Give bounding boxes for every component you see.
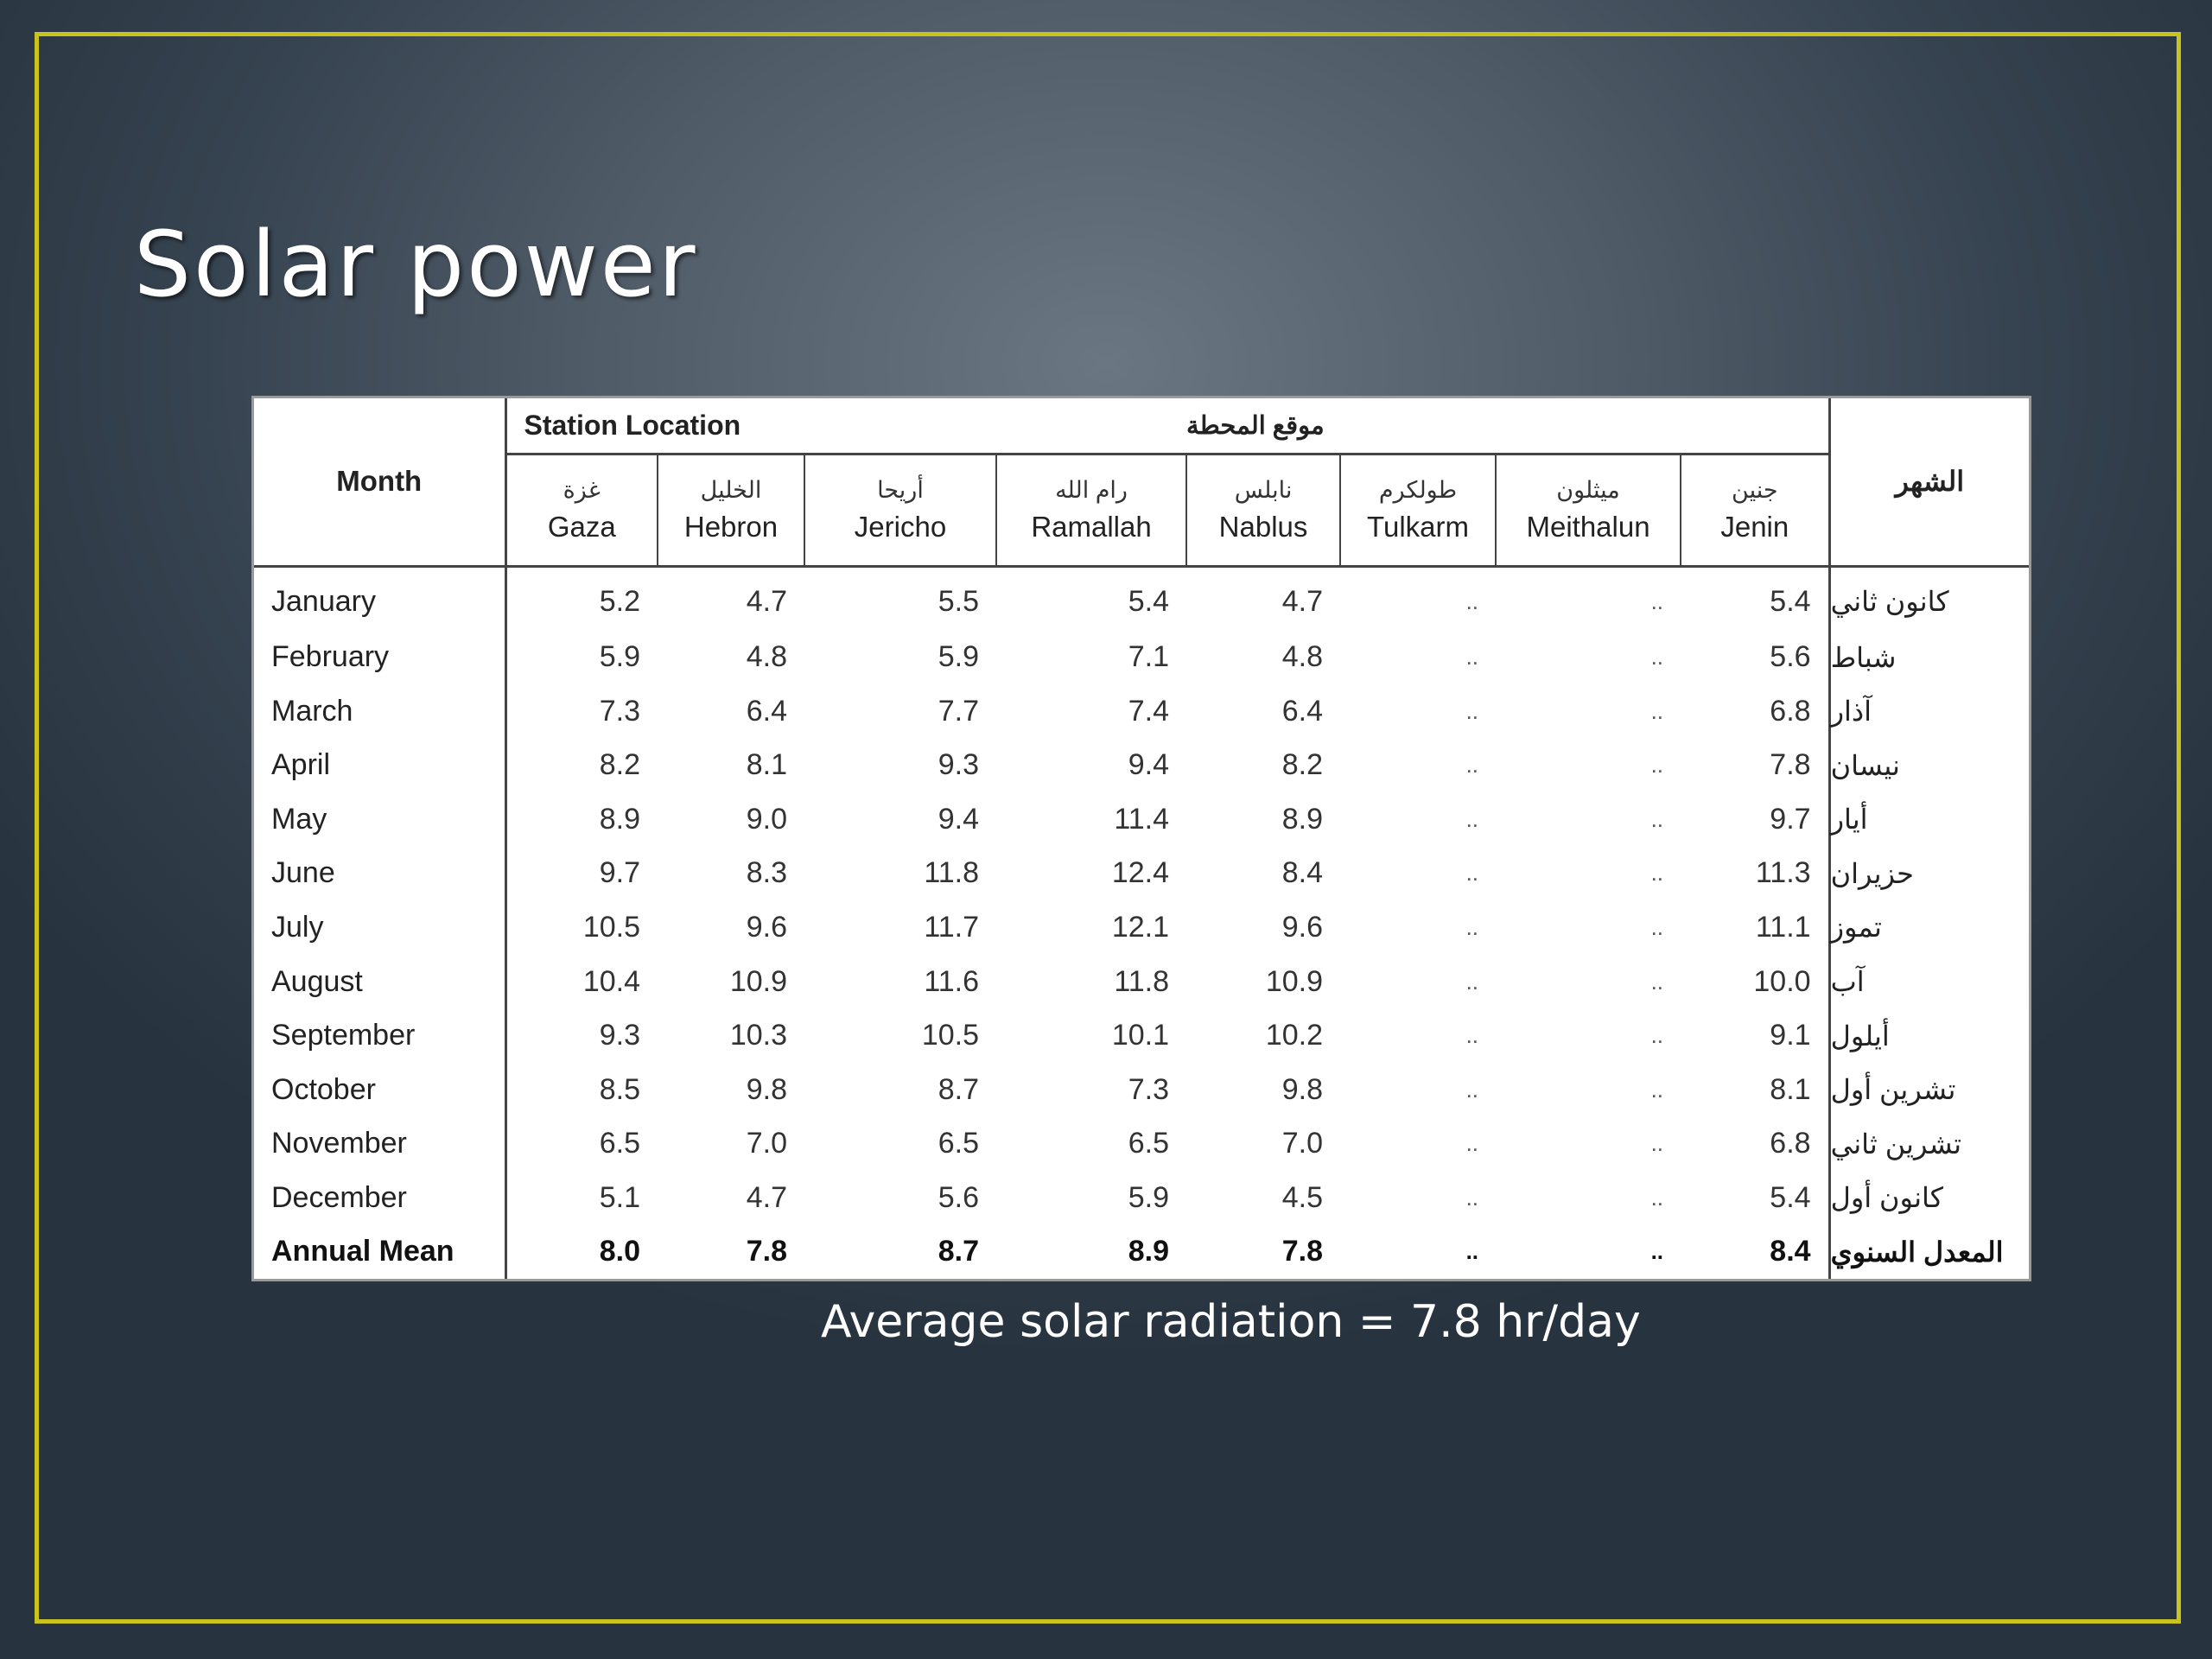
month-cell-ar: المعدل السنوي <box>1829 1224 2029 1279</box>
station-name-ar: أريحا <box>877 477 924 503</box>
value-cell: 8.2 <box>1281 748 1324 782</box>
value-cell: 4.7 <box>1281 584 1324 618</box>
month-header: Month <box>254 398 505 566</box>
table-row <box>254 631 2029 685</box>
month-cell-ar: شباط <box>1829 631 2029 685</box>
value-cell: 10.9 <box>1265 964 1324 998</box>
value-cell: 11.1 <box>1755 910 1811 944</box>
value-cell: 11.4 <box>1114 802 1170 836</box>
value-cell: .. <box>1650 1076 1664 1103</box>
value-cell: 5.9 <box>1128 1180 1170 1214</box>
value-cell: 8.9 <box>1281 802 1324 836</box>
value-cell: 8.7 <box>938 1072 979 1106</box>
station-name: Jericho <box>854 511 947 543</box>
table-row <box>254 566 2029 631</box>
station-name: Ramallah <box>1031 511 1152 543</box>
value-cell: 6.4 <box>746 694 787 728</box>
month-cell: September <box>254 1008 505 1063</box>
month-cell-ar: حزيران <box>1829 847 2029 901</box>
value-cell: 10.3 <box>729 1019 787 1052</box>
value-cell: .. <box>1465 752 1479 779</box>
value-cell: 11.7 <box>924 910 979 944</box>
value-cell: 5.4 <box>1770 584 1811 618</box>
value-cell: 9.3 <box>938 748 979 782</box>
value-cell: 9.1 <box>1770 1019 1811 1052</box>
value-cell: 8.1 <box>1770 1072 1811 1106</box>
value-cell: 12.4 <box>1111 856 1170 890</box>
value-cell: 5.9 <box>599 640 640 674</box>
value-cell: 9.6 <box>1281 910 1324 944</box>
value-cell: 11.6 <box>924 964 979 998</box>
value-cell: 7.8 <box>1770 748 1811 782</box>
slide-title: Solar power <box>134 212 698 317</box>
value-cell: 7.3 <box>1128 1072 1170 1106</box>
value-cell: 11.8 <box>1114 964 1170 998</box>
value-cell: 10.5 <box>582 910 640 944</box>
table-row <box>254 684 2029 739</box>
station-name: Gaza <box>547 511 616 543</box>
value-cell: 9.7 <box>1770 802 1811 836</box>
value-cell: .. <box>1650 968 1664 995</box>
value-cell: .. <box>1650 1184 1664 1211</box>
value-cell: .. <box>1465 913 1479 940</box>
station-location-header-ar: موقع المحطة <box>1186 398 1829 454</box>
value-cell: 6.5 <box>938 1127 979 1160</box>
value-cell: 7.7 <box>938 694 979 728</box>
value-cell: 6.8 <box>1770 694 1811 728</box>
table-row <box>254 900 2029 955</box>
month-cell-ar: تشرين ثاني <box>1829 1116 2029 1171</box>
value-cell: 6.5 <box>1128 1127 1170 1160</box>
value-cell: 7.0 <box>1281 1127 1324 1160</box>
station-header-gaza <box>505 454 658 566</box>
station-name: Tulkarm <box>1367 511 1469 543</box>
value-cell: 6.5 <box>599 1127 640 1160</box>
value-cell: 4.8 <box>746 640 787 674</box>
table-row <box>254 1008 2029 1063</box>
value-cell: 9.6 <box>746 910 787 944</box>
value-cell: 7.1 <box>1128 640 1170 674</box>
value-cell: .. <box>1650 860 1664 887</box>
month-header-ar: الشهر <box>1829 398 2029 566</box>
month-cell: Annual Mean <box>254 1224 505 1279</box>
value-cell: 11.3 <box>1755 856 1811 890</box>
value-cell: 9.7 <box>599 856 640 890</box>
value-cell: 5.6 <box>938 1180 979 1214</box>
value-cell: 10.2 <box>1265 1019 1324 1052</box>
month-cell: June <box>254 847 505 901</box>
value-cell: .. <box>1465 860 1479 887</box>
value-cell: 8.3 <box>746 856 787 890</box>
value-cell: 9.4 <box>1128 748 1170 782</box>
month-cell-ar: نيسان <box>1829 739 2029 793</box>
value-cell: .. <box>1465 1076 1479 1103</box>
value-cell: 8.2 <box>599 748 640 782</box>
month-cell: December <box>254 1171 505 1225</box>
value-cell: 9.8 <box>1281 1072 1324 1106</box>
station-name: Hebron <box>683 511 779 543</box>
station-name-ar: ميثلون <box>1556 477 1620 503</box>
value-cell: 8.1 <box>746 748 787 782</box>
table-row <box>254 1063 2029 1117</box>
month-cell: July <box>254 900 505 955</box>
value-cell: 4.5 <box>1281 1180 1324 1214</box>
month-cell-ar: تموز <box>1829 900 2029 955</box>
station-name: Nablus <box>1218 511 1308 543</box>
value-cell: .. <box>1465 1238 1479 1265</box>
value-cell: 7.8 <box>746 1235 787 1268</box>
value-cell: 6.8 <box>1770 1127 1811 1160</box>
value-cell: 5.6 <box>1770 640 1811 674</box>
month-cell-ar: كانون ثاني <box>1829 566 2029 631</box>
month-cell: March <box>254 684 505 739</box>
value-cell: 8.5 <box>599 1072 640 1106</box>
value-cell: 4.7 <box>746 584 787 618</box>
table-row <box>254 955 2029 1009</box>
month-cell-ar: أيار <box>1829 792 2029 847</box>
month-cell: October <box>254 1063 505 1117</box>
value-cell: .. <box>1465 1184 1479 1211</box>
value-cell: 10.0 <box>1753 964 1811 998</box>
value-cell: 5.4 <box>1128 584 1170 618</box>
value-cell: 9.4 <box>938 802 979 836</box>
station-name-ar: الخليل <box>700 477 762 503</box>
value-cell: 6.4 <box>1281 694 1324 728</box>
table-row <box>254 1116 2029 1171</box>
month-cell-ar: آذار <box>1829 684 2029 739</box>
value-cell: 5.1 <box>599 1180 640 1214</box>
value-cell: 5.9 <box>938 640 979 674</box>
value-cell: 4.7 <box>746 1180 787 1214</box>
value-cell: 10.1 <box>1111 1019 1170 1052</box>
value-cell: 10.9 <box>729 964 787 998</box>
station-header-ramallah <box>996 454 1186 566</box>
value-cell: 8.4 <box>1281 856 1324 890</box>
value-cell: .. <box>1650 913 1664 940</box>
station-header-tulkarm <box>1340 454 1496 566</box>
value-cell: 8.9 <box>599 802 640 836</box>
annual-mean-row <box>254 1224 2029 1279</box>
value-cell: 10.5 <box>921 1019 979 1052</box>
value-cell: 9.8 <box>746 1072 787 1106</box>
value-cell: .. <box>1650 1022 1664 1049</box>
value-cell: .. <box>1650 1238 1664 1265</box>
month-cell-ar: أيلول <box>1829 1008 2029 1063</box>
month-cell: February <box>254 631 505 685</box>
value-cell: .. <box>1465 968 1479 995</box>
month-cell: January <box>254 566 505 631</box>
value-cell: 7.3 <box>599 694 640 728</box>
value-cell: .. <box>1465 697 1479 724</box>
value-cell: 9.0 <box>746 802 787 836</box>
table-row <box>254 1171 2029 1225</box>
station-name-ar: طولكرم <box>1378 477 1458 503</box>
month-cell-ar: كانون أول <box>1829 1171 2029 1225</box>
value-cell: 10.4 <box>582 964 640 998</box>
value-cell: .. <box>1465 805 1479 832</box>
value-cell: .. <box>1650 1130 1664 1157</box>
table-row <box>254 792 2029 847</box>
value-cell: 4.8 <box>1281 640 1324 674</box>
value-cell: .. <box>1465 644 1479 671</box>
value-cell: 5.2 <box>599 584 640 618</box>
value-cell: 8.9 <box>1128 1235 1170 1268</box>
month-cell: May <box>254 792 505 847</box>
value-cell: 8.0 <box>599 1235 640 1268</box>
station-name-ar: رام الله <box>1055 477 1128 503</box>
month-cell: April <box>254 739 505 793</box>
value-cell: 8.4 <box>1770 1235 1811 1268</box>
value-cell: 7.8 <box>1281 1235 1324 1268</box>
station-location-header: Station Location <box>505 398 1186 454</box>
average-radiation-caption: Average solar radiation = 7.8 hr/day <box>821 1296 1641 1348</box>
value-cell: 8.7 <box>938 1235 979 1268</box>
value-cell: 11.8 <box>924 856 979 890</box>
value-cell: 9.3 <box>599 1019 640 1052</box>
station-name: Jenin <box>1720 511 1789 543</box>
month-cell-ar: آب <box>1829 955 2029 1009</box>
value-cell: 5.5 <box>938 584 979 618</box>
table-row <box>254 847 2029 901</box>
station-name-ar: غزة <box>563 477 601 503</box>
station-header-meithalun <box>1496 454 1681 566</box>
station-name: Meithalun <box>1526 511 1650 543</box>
value-cell: .. <box>1650 588 1664 614</box>
station-header-jenin <box>1681 454 1829 566</box>
station-name-ar: جنين <box>1732 477 1778 503</box>
station-name-ar: نابلس <box>1234 477 1293 503</box>
value-cell: .. <box>1650 752 1664 779</box>
value-cell: 5.4 <box>1770 1180 1811 1214</box>
station-header-jericho <box>804 454 996 566</box>
value-cell: 12.1 <box>1111 910 1170 944</box>
value-cell: .. <box>1465 1022 1479 1049</box>
value-cell: 7.0 <box>746 1127 787 1160</box>
value-cell: .. <box>1650 805 1664 832</box>
solar-radiation-table <box>251 396 2031 1281</box>
value-cell: .. <box>1650 697 1664 724</box>
month-cell-ar: تشرين أول <box>1829 1063 2029 1117</box>
station-header-nablus <box>1186 454 1340 566</box>
value-cell: .. <box>1650 644 1664 671</box>
station-header-hebron <box>658 454 804 566</box>
month-cell: August <box>254 955 505 1009</box>
month-cell: November <box>254 1116 505 1171</box>
value-cell: 7.4 <box>1128 694 1170 728</box>
value-cell: .. <box>1465 1130 1479 1157</box>
table-row <box>254 739 2029 793</box>
value-cell: .. <box>1465 588 1479 614</box>
